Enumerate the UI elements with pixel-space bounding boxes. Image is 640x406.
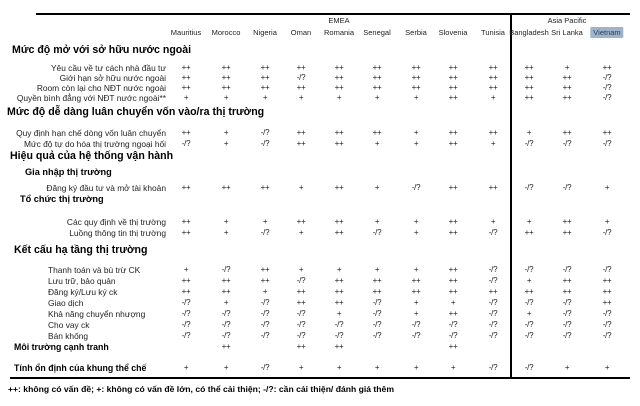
rating-cell: -/? <box>488 276 498 285</box>
row-label: Bán khống <box>48 331 89 341</box>
rating-cell: -/? <box>411 331 421 340</box>
rating-cell: ++ <box>488 83 498 92</box>
rating-cell: ++ <box>602 287 612 296</box>
rating-cell: -/? <box>602 228 612 237</box>
rating-cell: -/? <box>448 320 458 329</box>
rating-cell: -/? <box>524 320 534 329</box>
section-heading: Mức độ mở với sở hữu nước ngoài <box>12 44 192 56</box>
rating-cell: ++ <box>181 83 191 92</box>
rating-cell: ++ <box>296 83 306 92</box>
rating-cell: ++ <box>181 183 191 192</box>
column-header-senegal: Senegal <box>363 28 391 37</box>
rating-cell: -/? <box>524 139 534 148</box>
rating-cell: + <box>526 276 532 285</box>
rating-cell: -/? <box>181 139 191 148</box>
rating-cell: -/? <box>524 331 534 340</box>
rating-cell: -/? <box>181 298 191 307</box>
rating-cell: + <box>223 217 229 226</box>
rating-cell: + <box>374 217 380 226</box>
rating-cell: + <box>450 298 456 307</box>
rating-cell: + <box>490 93 496 102</box>
rating-cell: ++ <box>488 73 498 82</box>
rating-cell: ++ <box>221 73 231 82</box>
rating-cell: ++ <box>448 217 458 226</box>
column-header-sri-lanka: Sri Lanka <box>551 28 583 37</box>
rating-cell: ++ <box>602 298 612 307</box>
column-header-nigeria: Nigeria <box>253 28 277 37</box>
rating-cell: -/? <box>260 320 270 329</box>
row-label: Lưu trữ, bảo quản <box>48 276 116 286</box>
rating-cell: ++ <box>296 342 306 351</box>
rating-cell: -/? <box>488 309 498 318</box>
rating-cell: -/? <box>372 298 382 307</box>
rating-cell: ++ <box>296 287 306 296</box>
rating-cell: ++ <box>411 83 421 92</box>
rating-cell: ++ <box>296 298 306 307</box>
rating-cell: ++ <box>181 128 191 137</box>
rating-cell: -/? <box>372 228 382 237</box>
rating-cell: + <box>298 228 304 237</box>
rating-cell: -/? <box>602 139 612 148</box>
rating-cell: ++ <box>448 93 458 102</box>
rating-cell: ++ <box>448 228 458 237</box>
rating-cell: + <box>374 93 380 102</box>
rating-cell: ++ <box>334 276 344 285</box>
row-label: Giao dịch <box>48 298 84 308</box>
rating-cell: + <box>526 128 532 137</box>
row-label: Quyền bình đẳng với NĐT nước ngoài** <box>16 93 166 103</box>
rating-cell: ++ <box>448 63 458 72</box>
rating-cell: ++ <box>488 128 498 137</box>
rating-cell: -/? <box>562 139 572 148</box>
rating-cell: -/? <box>602 331 612 340</box>
row-label: Luồng thông tin thị trường <box>69 228 166 238</box>
rating-cell: -/? <box>260 363 270 372</box>
rating-cell: ++ <box>334 342 344 351</box>
rating-cell: -/? <box>448 331 458 340</box>
rating-cell: -/? <box>602 93 612 102</box>
rating-cell: ++ <box>488 287 498 296</box>
rating-cell: ++ <box>181 73 191 82</box>
rating-cell: -/? <box>181 331 191 340</box>
row-label: Đăng ký/Lưu ký ck <box>48 287 118 297</box>
rating-cell: -/? <box>260 228 270 237</box>
rating-cell: -/? <box>602 320 612 329</box>
row-label: Thanh toán và bù trừ CK <box>48 265 141 275</box>
rating-cell: + <box>413 217 419 226</box>
rating-cell: + <box>262 217 268 226</box>
rating-cell: + <box>223 298 229 307</box>
rating-cell: + <box>298 265 304 274</box>
rating-cell: + <box>298 93 304 102</box>
rating-cell: + <box>604 363 610 372</box>
rating-cell: ++ <box>562 73 572 82</box>
rating-cell: -/? <box>296 320 306 329</box>
rating-cell: ++ <box>296 128 306 137</box>
rating-cell: ++ <box>562 128 572 137</box>
rating-cell: ++ <box>221 183 231 192</box>
rating-cell: ++ <box>296 139 306 148</box>
rating-cell: ++ <box>221 342 231 351</box>
rating-cell: + <box>564 363 570 372</box>
row-label: Mức độ tự do hóa thị trường ngoại hối <box>24 139 166 149</box>
rating-cell: -/? <box>411 183 421 192</box>
rating-cell: + <box>183 265 189 274</box>
rating-cell: + <box>564 63 570 72</box>
rating-cell: ++ <box>260 63 270 72</box>
rating-cell: + <box>298 363 304 372</box>
rating-cell: -/? <box>372 309 382 318</box>
rating-cell: ++ <box>524 93 534 102</box>
column-header-slovenia: Slovenia <box>438 28 468 37</box>
rating-cell: + <box>413 298 419 307</box>
rating-cell: -/? <box>296 73 306 82</box>
column-header-mauritius: Mauritius <box>170 28 202 37</box>
rating-cell: -/? <box>181 320 191 329</box>
rating-cell: ++ <box>260 73 270 82</box>
rating-cell: ++ <box>524 73 534 82</box>
rating-cell: -/? <box>221 331 231 340</box>
rating-cell: + <box>223 363 229 372</box>
rating-cell: ++ <box>221 276 231 285</box>
rating-cell: ++ <box>562 276 572 285</box>
rating-cell: + <box>262 93 268 102</box>
rating-cell: + <box>526 217 532 226</box>
rating-cell: ++ <box>448 276 458 285</box>
row-label: Các quy định về thị trường <box>66 217 166 227</box>
rating-cell: ++ <box>411 63 421 72</box>
rating-cell: + <box>413 309 419 318</box>
rating-cell: + <box>374 363 380 372</box>
rating-cell: -/? <box>260 331 270 340</box>
rating-cell: ++ <box>448 287 458 296</box>
rating-cell: + <box>374 139 380 148</box>
rating-cell: + <box>413 139 419 148</box>
rating-cell: -/? <box>524 183 534 192</box>
rating-cell: ++ <box>334 73 344 82</box>
rating-cell: ++ <box>372 73 382 82</box>
rating-cell: + <box>374 183 380 192</box>
rating-cell: -/? <box>562 331 572 340</box>
row-label: Khả năng chuyển nhượng <box>48 309 146 319</box>
rating-cell: -/? <box>372 320 382 329</box>
rating-cell: ++ <box>334 287 344 296</box>
rating-cell: + <box>298 183 304 192</box>
rating-cell: + <box>223 139 229 148</box>
rating-cell: ++ <box>488 183 498 192</box>
rating-cell: -/? <box>488 320 498 329</box>
rating-cell: ++ <box>334 139 344 148</box>
row-label: Cho vay ck <box>48 320 90 330</box>
rating-cell: -/? <box>602 73 612 82</box>
rating-cell: ++ <box>562 217 572 226</box>
rating-cell: ++ <box>260 83 270 92</box>
rating-cell: ++ <box>334 217 344 226</box>
rating-cell: + <box>490 217 496 226</box>
rating-cell: ++ <box>372 276 382 285</box>
rating-cell: -/? <box>221 320 231 329</box>
rating-cell: -/? <box>488 331 498 340</box>
rating-cell: + <box>604 183 610 192</box>
rating-cell: -/? <box>562 309 572 318</box>
table-top-rule <box>36 13 630 15</box>
section-heading: Mức độ dễ dàng luân chuyển vốn vào/ra thị trường <box>7 106 265 118</box>
rating-cell: -/? <box>602 265 612 274</box>
rating-cell: ++ <box>334 63 344 72</box>
rating-cell: ++ <box>562 287 572 296</box>
rating-cell: ++ <box>260 183 270 192</box>
row-label: Đăng ký đầu tư và mở tài khoản <box>46 183 166 193</box>
rating-cell: ++ <box>181 63 191 72</box>
rating-cell: ++ <box>334 83 344 92</box>
rating-cell: -/? <box>488 298 498 307</box>
section-heading: Kết cấu hạ tầng thị trường <box>14 244 148 256</box>
rating-cell: -/? <box>221 309 231 318</box>
rating-cell: ++ <box>524 63 534 72</box>
rating-cell: ++ <box>448 83 458 92</box>
rating-cell: -/? <box>524 363 534 372</box>
rating-cell: ++ <box>448 342 458 351</box>
rating-cell: -/? <box>602 309 612 318</box>
rating-cell: ++ <box>181 228 191 237</box>
column-header-romania: Romania <box>323 28 355 37</box>
rating-cell: -/? <box>524 298 534 307</box>
rating-cell: ++ <box>602 128 612 137</box>
rating-cell: ++ <box>334 228 344 237</box>
rating-cell: + <box>450 363 456 372</box>
rating-cell: ++ <box>221 287 231 296</box>
rating-cell: -/? <box>221 265 231 274</box>
rating-cell: + <box>183 363 189 372</box>
rating-cell: ++ <box>411 287 421 296</box>
rating-cell: -/? <box>562 183 572 192</box>
rating-cell: -/? <box>260 128 270 137</box>
rating-cell: -/? <box>488 363 498 372</box>
rating-cell: -/? <box>296 331 306 340</box>
rating-cell: + <box>336 363 342 372</box>
rating-cell: ++ <box>411 276 421 285</box>
rating-cell: ++ <box>296 63 306 72</box>
rating-cell: -/? <box>411 320 421 329</box>
rating-cell: ++ <box>488 63 498 72</box>
rating-cell: ++ <box>221 63 231 72</box>
rating-cell: + <box>413 93 419 102</box>
rating-cell: + <box>413 363 419 372</box>
column-header-morocco: Morocco <box>211 28 241 37</box>
rating-cell: -/? <box>488 265 498 274</box>
rating-cell: + <box>413 128 419 137</box>
rating-cell: + <box>413 228 419 237</box>
rating-cell: ++ <box>602 63 612 72</box>
column-group-label: Asia Pacific <box>547 16 587 25</box>
rating-cell: ++ <box>524 228 534 237</box>
rating-cell: ++ <box>562 228 572 237</box>
row-label: Tính ổn định của khung thể chế <box>14 363 147 373</box>
rating-cell: -/? <box>562 320 572 329</box>
rating-cell: ++ <box>334 183 344 192</box>
row-label: Room còn lại cho NĐT nước ngoài <box>36 83 166 93</box>
rating-cell: -/? <box>181 309 191 318</box>
column-header-vietnam <box>590 28 623 37</box>
rating-cell: ++ <box>296 217 306 226</box>
rating-cell: ++ <box>524 83 534 92</box>
rating-cell: ++ <box>181 217 191 226</box>
row-label: Quy định hạn chế dòng vốn luân chuyển <box>16 128 166 138</box>
rating-cell: + <box>183 93 189 102</box>
section-heading: Tổ chức thị trường <box>20 194 104 204</box>
section-heading: Hiệu quả của hệ thống vận hành <box>10 150 174 162</box>
rating-cell: ++ <box>372 287 382 296</box>
section-heading: Gia nhập thị trường <box>25 167 112 177</box>
rating-cell: -/? <box>334 331 344 340</box>
rating-cell: + <box>604 217 610 226</box>
column-header-tunisia: Tunisia <box>481 28 505 37</box>
rating-cell: -/? <box>562 265 572 274</box>
rating-cell: ++ <box>448 309 458 318</box>
rating-cell: ++ <box>372 63 382 72</box>
rating-cell: + <box>336 309 342 318</box>
rating-cell: + <box>413 265 419 274</box>
rating-cell: -/? <box>524 265 534 274</box>
highlighted-column-label: Vietnam <box>590 27 623 38</box>
rating-cell: ++ <box>448 183 458 192</box>
rating-cell: ++ <box>448 265 458 274</box>
rating-cell: + <box>374 265 380 274</box>
column-header-oman: Oman <box>290 28 312 37</box>
rating-cell: -/? <box>296 309 306 318</box>
rating-cell: + <box>526 309 532 318</box>
rating-cell: ++ <box>372 83 382 92</box>
rating-cell: ++ <box>260 265 270 274</box>
column-header-serbia: Serbia <box>405 28 427 37</box>
column-group-label: EMEA <box>328 16 350 25</box>
rating-cell: ++ <box>372 128 382 137</box>
rating-cell: ++ <box>562 93 572 102</box>
rating-cell: + <box>223 93 229 102</box>
rating-cell: ++ <box>221 83 231 92</box>
rating-cell: ++ <box>448 139 458 148</box>
row-label: Môi trường cạnh tranh <box>14 342 109 352</box>
rating-cell: + <box>262 287 268 296</box>
legend-note: ++: không có vấn đề; +: không có vấn đề lớn, có thể cải thiện; -/?: cần cải thiện/ đánh giá thêm <box>8 384 394 394</box>
column-header-bangladesh: Bangladesh <box>509 28 549 37</box>
rating-cell: -/? <box>602 83 612 92</box>
table-bottom-rule <box>10 377 630 379</box>
rating-cell: -/? <box>334 320 344 329</box>
rating-cell: ++ <box>334 128 344 137</box>
rating-cell: ++ <box>524 287 534 296</box>
rating-cell: ++ <box>448 73 458 82</box>
rating-cell: -/? <box>488 228 498 237</box>
rating-cell: + <box>336 265 342 274</box>
rating-cell: ++ <box>562 83 572 92</box>
rating-cell: ++ <box>448 128 458 137</box>
rating-cell: ++ <box>602 276 612 285</box>
rating-cell: ++ <box>181 276 191 285</box>
rating-cell: -/? <box>562 298 572 307</box>
rating-cell: -/? <box>260 298 270 307</box>
rating-cell: ++ <box>260 276 270 285</box>
row-label: Giới hạn sở hữu nước ngoài <box>59 73 166 83</box>
rating-cell: -/? <box>260 139 270 148</box>
rating-cell: ++ <box>334 298 344 307</box>
rating-cell: + <box>223 128 229 137</box>
rating-cell: -/? <box>372 331 382 340</box>
rating-cell: -/? <box>296 276 306 285</box>
rating-cell: + <box>490 139 496 148</box>
rating-cell: + <box>223 228 229 237</box>
rating-cell: -/? <box>260 309 270 318</box>
row-label: Yêu cầu về tư cách nhà đầu tư <box>50 63 166 73</box>
rating-cell: ++ <box>411 73 421 82</box>
rating-cell: ++ <box>181 287 191 296</box>
rating-cell: + <box>336 93 342 102</box>
